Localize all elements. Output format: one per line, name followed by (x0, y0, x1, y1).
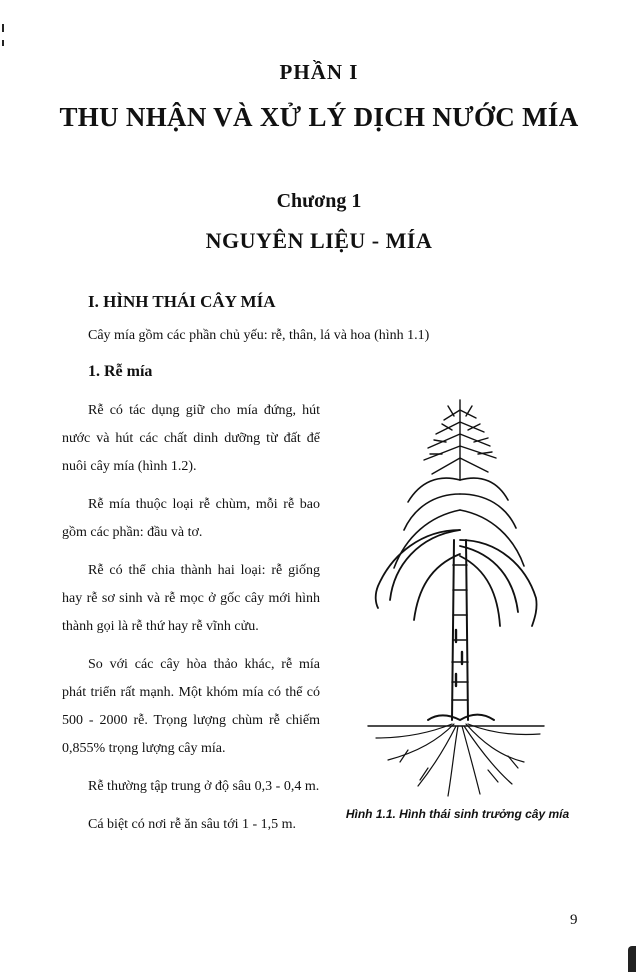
paragraph: Rễ mía thuộc loại rễ chùm, mỗi rễ bao gồm các phần: đầu và tơ. (62, 497, 320, 540)
sugarcane-plant-icon (348, 390, 548, 802)
section-intro: Cây mía gồm các phần chủ yếu: rễ, thân, lá và hoa (hình 1.1) (88, 328, 430, 343)
figure-caption: Hình 1.1. Hình thái sinh trưởng cây mía (345, 807, 570, 821)
sugarcane-figure (348, 390, 548, 802)
scan-mark (2, 24, 4, 32)
paragraph: Rễ thường tập trung ở độ sâu 0,3 - 0,4 m. (88, 779, 320, 794)
section-heading: I. HÌNH THÁI CÂY MÍA (88, 292, 276, 311)
page-number: 9 (570, 912, 578, 928)
paragraph: Rễ có tác dụng giữ cho mía đứng, hút nước và hút các chất dinh dưỡng từ đất để nuôi cây mía (hình 1.2). (62, 403, 320, 474)
paragraph: Rễ có thể chia thành hai loại: rễ giống hay rễ sơ sinh và rễ mọc ở gốc cây mới hình thành gọi là rễ thứ hay rễ vĩnh cửu. (62, 563, 320, 634)
part-label: PHẦN I (279, 60, 359, 84)
subsection-heading: 1. Rễ mía (88, 363, 153, 380)
body-text-column (62, 397, 320, 849)
part-title: THU NHẬN VÀ XỬ LÝ DỊCH NƯỚC MÍA (59, 102, 579, 132)
paragraph: So với các cây hòa thảo khác, rễ mía phát triển rất mạnh. Một khóm mía có thể có 500 - 2000 rễ. Trọng lượng chùm rễ chiếm 0,855% trọng lượng cây mía. (62, 657, 320, 756)
chapter-title: NGUYÊN LIỆU - MÍA (205, 228, 433, 253)
chapter-label: Chương 1 (276, 190, 362, 212)
scan-mark (628, 946, 636, 972)
scan-mark (2, 40, 4, 46)
paragraph: Cá biệt có nơi rễ ăn sâu tới 1 - 1,5 m. (88, 817, 297, 832)
